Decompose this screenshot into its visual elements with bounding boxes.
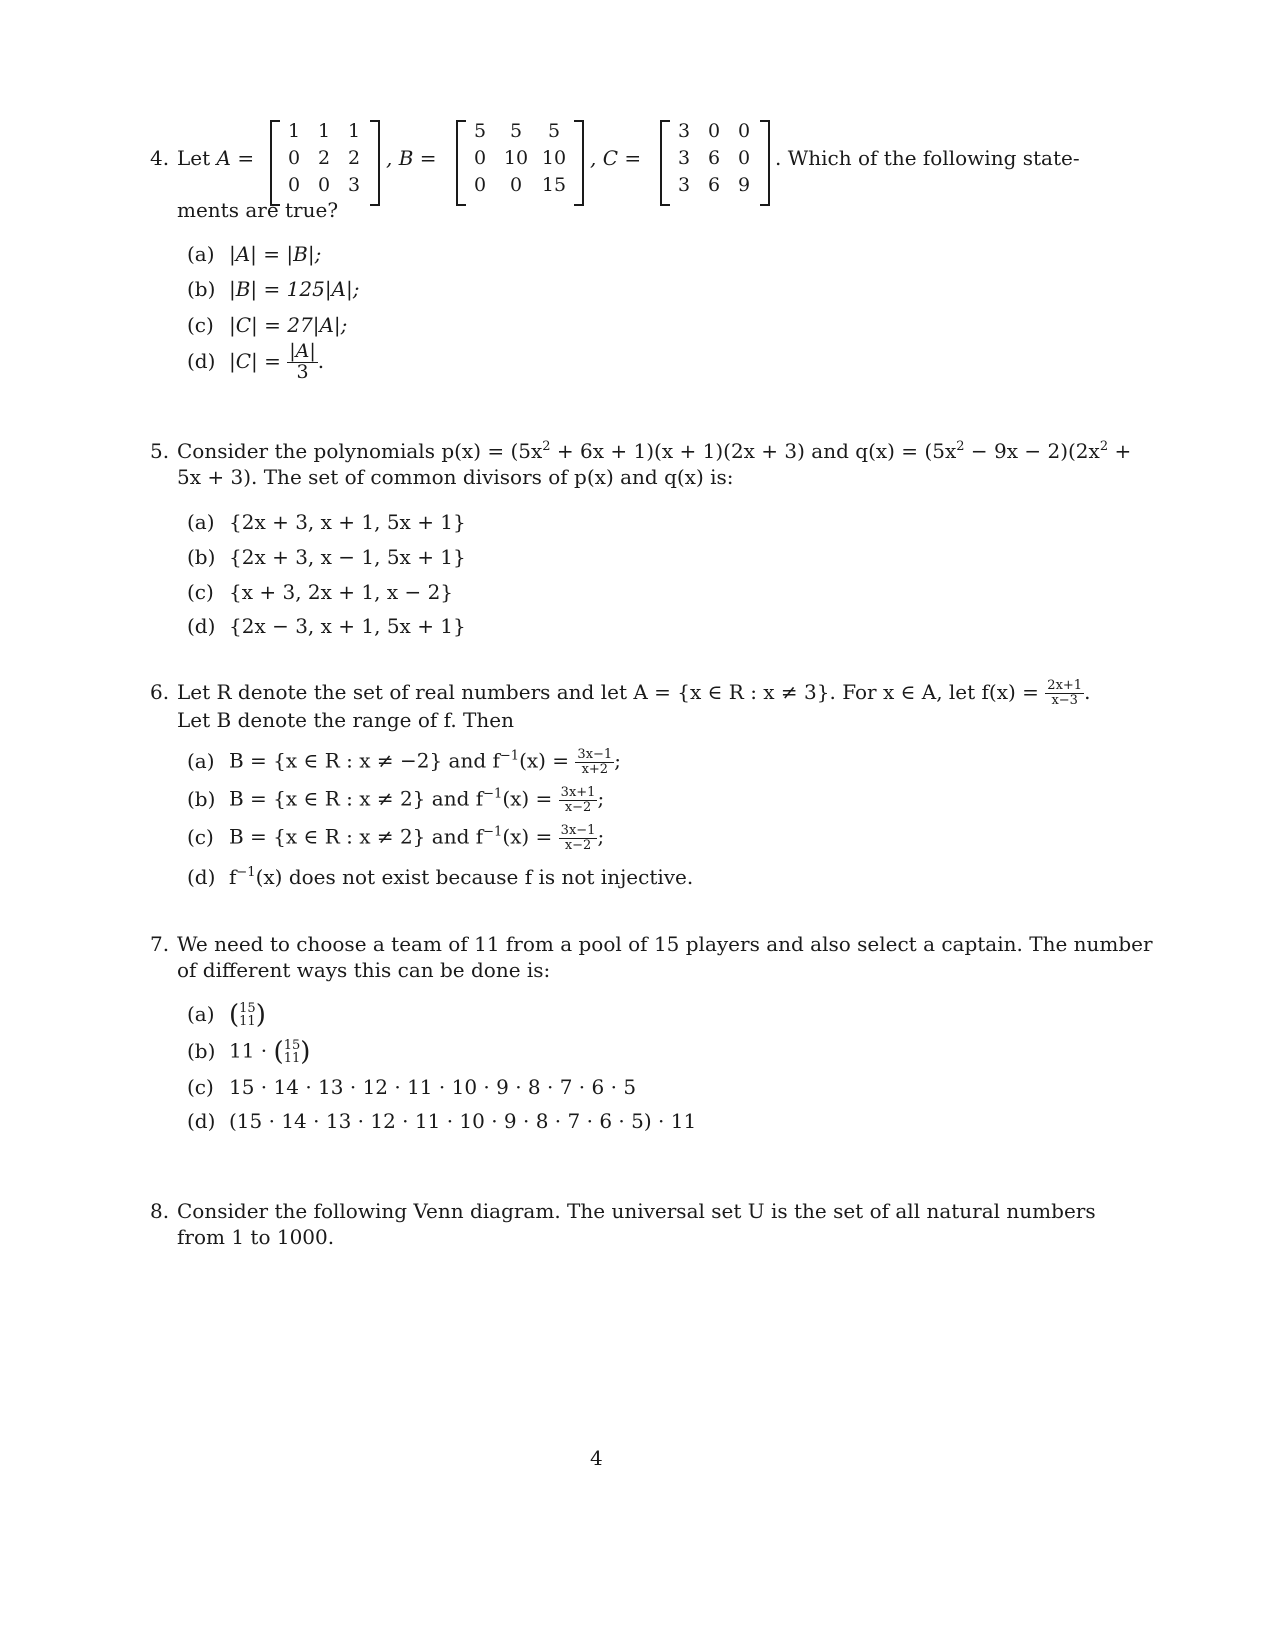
q4-a-label: A = (216, 146, 255, 170)
q4-number: 4. (150, 146, 170, 170)
fraction (575, 748, 614, 776)
matrix-b-cell: 5 (473, 120, 487, 142)
matrix-c-cell: 0 (737, 147, 751, 169)
option-post: ; (597, 786, 605, 811)
matrix-b-cell: 0 (473, 147, 487, 169)
exponent: −1 (499, 748, 520, 764)
option-pre: |C| = (229, 348, 281, 373)
q6-text-end: . (1084, 680, 1091, 704)
matrix-b-cell: 10 (503, 147, 529, 169)
q7-option-d (187, 1109, 696, 1133)
q5-text: − 9x − 2)(2x (964, 439, 1100, 463)
q7-option-c (187, 1075, 636, 1099)
option-post: ; (614, 748, 621, 773)
option-label: (b) (187, 1038, 216, 1063)
q6-option-c (187, 824, 604, 852)
page-number: 4 (590, 1446, 603, 1470)
matrix-a-cell: 0 (287, 174, 301, 196)
exponent: −1 (236, 865, 256, 880)
option-label: (a) (187, 242, 215, 266)
fraction-denominator: 3 (296, 360, 309, 383)
option-label: (a) (187, 748, 215, 773)
option-label: (b) (187, 277, 216, 301)
exponent: 2 (542, 439, 551, 454)
q4-c-label: , C = (590, 146, 642, 170)
option-text: {2x − 3, x + 1, 5x + 1} (229, 614, 466, 638)
fraction-denominator: x+2 (581, 761, 609, 777)
q7-option-b (187, 1037, 310, 1067)
matrix-c-cell: 3 (677, 120, 691, 142)
binomial (239, 1002, 256, 1028)
option-text: B = {x ∈ R : x ≠ −2} and f (229, 748, 500, 773)
option-label: (a) (187, 1001, 215, 1026)
option-text: |B| = 125|A|; (229, 277, 360, 301)
q4-option-a (187, 242, 321, 266)
fraction-numerator: 3x+1 (560, 785, 596, 800)
right-paren: ) (300, 1037, 311, 1067)
q6-line-2: Let B denote the range of f. Then (177, 708, 514, 732)
option-text: {2x + 3, x + 1, 5x + 1} (229, 510, 466, 534)
matrix-a-cell: 1 (287, 120, 301, 142)
binomial-bottom: 11 (283, 1051, 301, 1066)
matrix-c-cell: 9 (737, 174, 751, 196)
fraction (287, 342, 318, 383)
matrix-a (270, 120, 380, 202)
q7-line-1: We need to choose a team of 11 from a pool of 15 players and also select a captain. The number (177, 932, 1153, 956)
q4-option-b (187, 277, 359, 301)
q4-lead (177, 146, 254, 170)
option-label: (c) (187, 1075, 214, 1099)
option-label: (d) (187, 348, 216, 373)
option-label: (c) (187, 313, 214, 337)
matrix-a-cell: 0 (287, 147, 301, 169)
q6-line-1 (177, 676, 1090, 708)
option-text: B = {x ∈ R : x ≠ 2} and f (229, 786, 484, 811)
matrix-a-cell: 0 (317, 174, 331, 196)
fraction-numerator: 3x−1 (560, 823, 596, 838)
fraction-numerator: 2x+1 (1047, 678, 1083, 694)
q6-option-a (187, 748, 621, 776)
option-label: (b) (187, 786, 216, 811)
matrix-a-cell: 2 (317, 147, 331, 169)
option-text: (x) = (519, 748, 570, 773)
matrix-c (660, 120, 770, 202)
q4-option-c (187, 313, 347, 337)
option-label: (b) (187, 545, 216, 569)
binomial-top: 15 (283, 1038, 301, 1053)
option-text: B = {x ∈ R : x ≠ 2} and f (229, 824, 484, 849)
matrix-b-right-bracket (574, 120, 584, 206)
matrix-b-cell: 5 (509, 120, 523, 142)
option-text: (x) = (502, 786, 553, 811)
fraction-numerator: 3x−1 (577, 747, 613, 762)
q7-number: 7. (150, 932, 170, 956)
matrix-a-cell: 1 (317, 120, 331, 142)
exponent: 2 (956, 439, 965, 454)
matrix-a-cell: 1 (347, 120, 361, 142)
matrix-c-cell: 0 (707, 120, 721, 142)
matrix-c-right-bracket (760, 120, 770, 206)
option-label: (c) (187, 580, 214, 604)
fraction-denominator: x−3 (1051, 693, 1078, 708)
option-text: |A| = |B|; (229, 242, 322, 266)
q5-line-1 (177, 439, 1131, 463)
q5-line-2: 5x + 3). The set of common divisors of p(x) and q(x) is: (177, 465, 734, 489)
right-paren: ) (255, 1000, 266, 1030)
matrix-c-cell: 3 (677, 147, 691, 169)
option-text: {x + 3, 2x + 1, x − 2} (229, 580, 454, 604)
left-paren: ( (229, 1000, 240, 1030)
q5-option-c (187, 580, 453, 604)
q5-text: Consider the polynomials p(x) = (5x (177, 439, 543, 463)
fraction-denominator: x−2 (564, 837, 592, 853)
matrix-b-cell: 15 (541, 174, 567, 196)
matrix-a-cell: 2 (347, 147, 361, 169)
q8-line-2: from 1 to 1000. (177, 1225, 335, 1249)
option-label: (d) (187, 865, 216, 889)
matrix-b-cell: 0 (509, 174, 523, 196)
fraction (559, 786, 598, 814)
fraction-denominator: x−2 (564, 799, 592, 815)
option-text: |C| = 27|A|; (229, 313, 348, 337)
q5-number: 5. (150, 439, 170, 463)
fraction (559, 824, 598, 852)
q5-text: + 6x + 1)(x + 1)(2x + 3) and q(x) = (5x (550, 439, 957, 463)
option-post: . (317, 348, 325, 373)
matrix-b-cell: 10 (541, 147, 567, 169)
q6-text: Let R denote the set of real numbers and let A = {x ∈ R : x ≠ 3}. For x ∈ A, let f(x) = (177, 680, 1039, 704)
matrix-a-cell: 3 (347, 174, 361, 196)
matrix-c-cell: 6 (707, 147, 721, 169)
left-paren: ( (273, 1037, 284, 1067)
option-text: (15 · 14 · 13 · 12 · 11 · 10 · 9 · 8 · 7 · 6 · 5) · 11 (229, 1109, 697, 1133)
option-text: 15 · 14 · 13 · 12 · 11 · 10 · 9 · 8 · 7 · 6 · 5 (229, 1075, 637, 1099)
exponent: −1 (483, 786, 503, 802)
option-label: (a) (187, 510, 215, 534)
option-text: f (229, 865, 237, 889)
option-label: (c) (187, 824, 214, 849)
q4-option-d (187, 342, 324, 383)
matrix-c-cell: 6 (707, 174, 721, 196)
q5-option-b (187, 545, 466, 569)
binomial-top: 15 (239, 1001, 256, 1016)
q4-tail: . Which of the following state- (775, 146, 1080, 170)
q4-b-label: , B = (386, 146, 437, 170)
binomial (284, 1039, 301, 1065)
option-post: ; (597, 824, 605, 849)
q6-option-d (187, 865, 693, 889)
q5-option-d (187, 614, 466, 638)
fraction-numerator: |A| (289, 340, 316, 362)
option-text: (x) does not exist because f is not injective. (255, 865, 694, 889)
q6-number: 6. (150, 680, 170, 704)
q5-text: + (1108, 439, 1132, 463)
option-pre: 11 · (229, 1038, 268, 1063)
q4-lead-text: Let (177, 146, 211, 170)
fraction (1045, 679, 1084, 707)
option-label: (d) (187, 614, 216, 638)
matrix-c-cell: 0 (737, 120, 751, 142)
binomial-bottom: 11 (239, 1014, 256, 1029)
q4-continuation: ments are true? (177, 198, 339, 222)
matrix-c-cell: 3 (677, 174, 691, 196)
matrix-b-cell: 5 (547, 120, 561, 142)
q8-line-1: Consider the following Venn diagram. The universal set U is the set of all natural numbers (177, 1199, 1096, 1223)
matrix-b-cell: 0 (473, 174, 487, 196)
q5-option-a (187, 510, 466, 534)
matrix-a-right-bracket (370, 120, 380, 206)
q6-option-b (187, 786, 604, 814)
q7-option-a (187, 1000, 266, 1030)
option-text: (x) = (502, 824, 553, 849)
q8-number: 8. (150, 1199, 170, 1223)
exponent: −1 (483, 824, 503, 840)
option-label: (d) (187, 1109, 216, 1133)
option-text: {2x + 3, x − 1, 5x + 1} (229, 545, 466, 569)
exponent: 2 (1099, 439, 1109, 454)
q7-line-2: of different ways this can be done is: (177, 958, 551, 982)
matrix-b (456, 120, 584, 202)
